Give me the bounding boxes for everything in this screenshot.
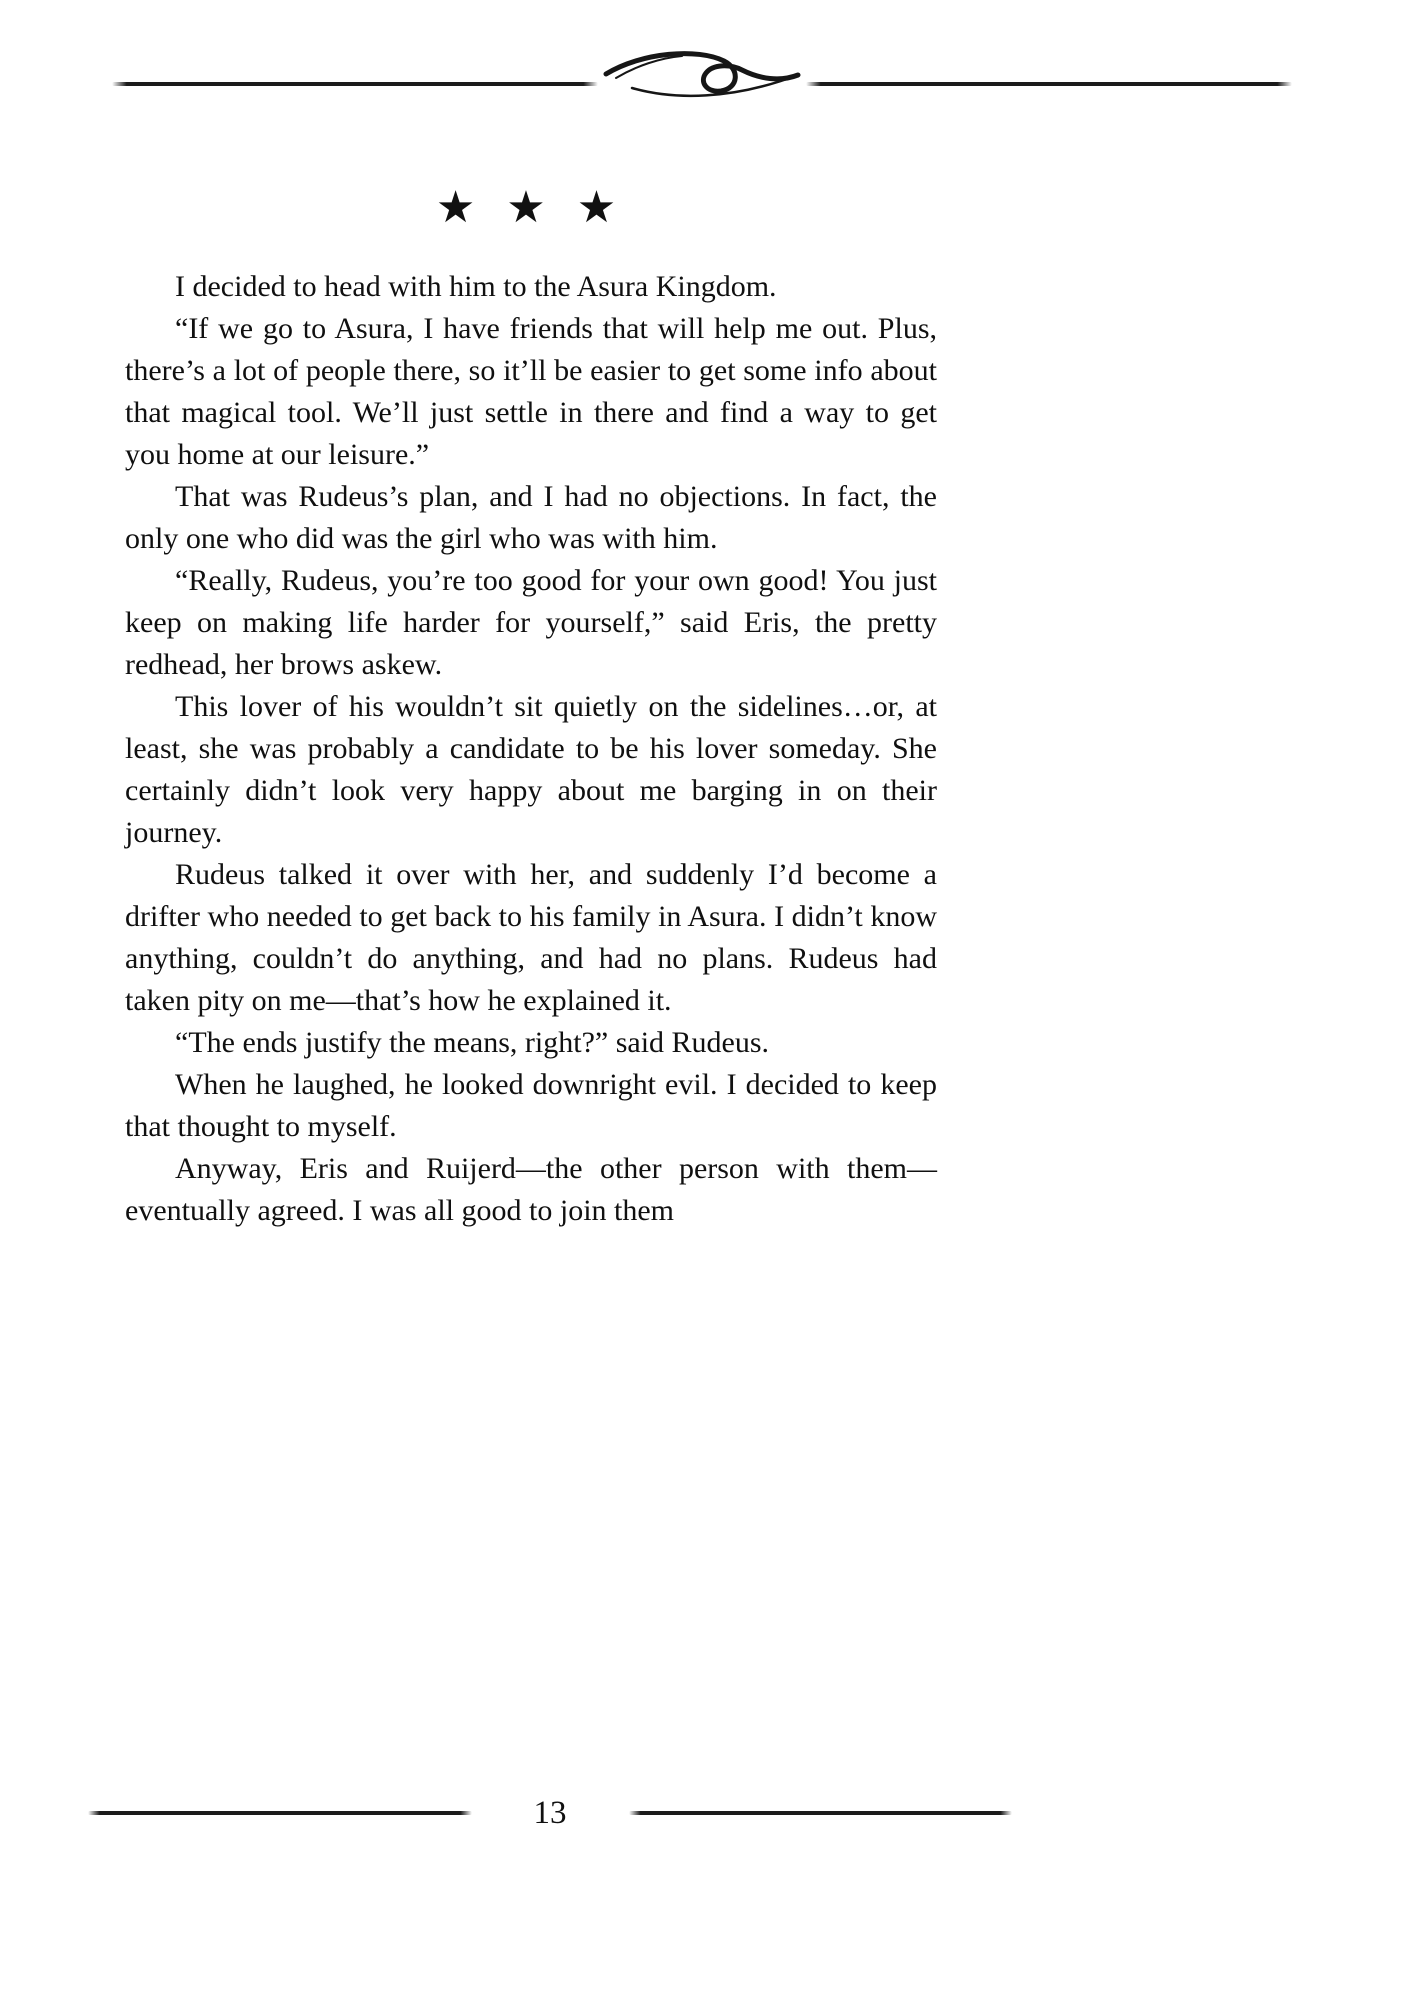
paragraph: “If we go to Asura, I have friends that will help me out. Plus, there’s a lot of people there, so it’ll be easier to get some info about that magical tool. We’ll just settle in there and find a way to get you home at our leisure.” (125, 312, 937, 471)
paragraph: Rudeus talked it over with her, and suddenly I’d become a drifter who needed to get back to his family in Asura. I didn’t know anything, couldn’t do anything, and had no plans. Rudeus had taken pity on me—that’s how he explained it. (125, 858, 937, 1017)
flourish-icon (602, 44, 802, 109)
paragraph: “The ends justify the means, right?” said Rudeus. (175, 1026, 770, 1059)
header-rule-left (112, 82, 598, 86)
footer (88, 1793, 1012, 1833)
header-ornament (112, 58, 1292, 109)
paragraph: “Really, Rudeus, you’re too good for your own good! You just keep on making life harder for yourself,” said Eris, the pretty redhead, her brows askew. (125, 564, 937, 681)
footer-rule-right (629, 1811, 1013, 1815)
paragraph: I decided to head with him to the Asura Kingdom. (175, 270, 777, 303)
body-text (125, 266, 937, 1232)
paragraph: That was Rudeus’s plan, and I had no objections. In fact, the only one who did was the girl who was with him. (125, 480, 937, 555)
page-number: 13 (533, 1795, 567, 1831)
paragraph: Anyway, Eris and Ruijerd—the other person with them—eventually agreed. I was all good to join them (125, 1152, 937, 1227)
header-rule-right (806, 82, 1292, 86)
footer-rule-left (88, 1811, 472, 1815)
scene-break-stars: ★ ★ ★ (435, 183, 627, 232)
paragraph: When he laughed, he looked downright evil. I decided to keep that thought to myself. (125, 1068, 937, 1143)
paragraph: This lover of his wouldn’t sit quietly on the sidelines…or, at least, she was probably a candidate to be his lover someday. She certainly didn’t look very happy about me barging in on their journey. (125, 690, 937, 849)
